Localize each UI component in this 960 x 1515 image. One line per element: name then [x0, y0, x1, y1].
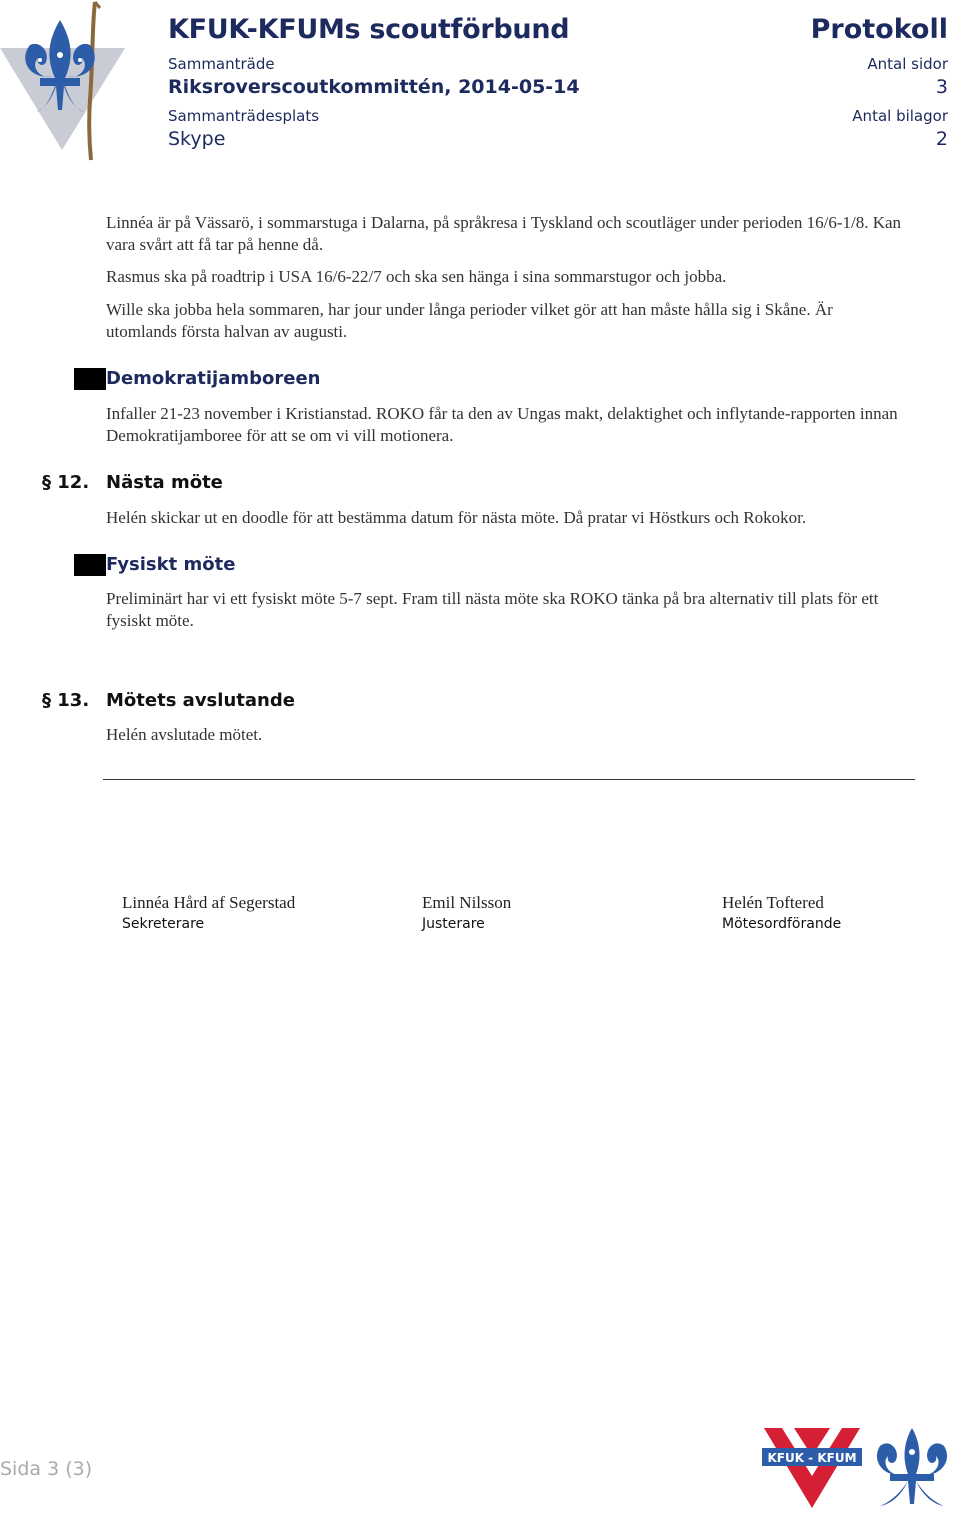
section-13-title: Mötets avslutande: [106, 690, 295, 711]
pages-value: 3: [935, 76, 948, 98]
meeting-label: Sammanträde: [168, 55, 275, 73]
paragraph-wille: Wille ska jobba hela sommaren, har jour under långa perioder vilket gör att han måste hålla sig i Skåne. Är utomlands första halvan av augusti.: [106, 300, 833, 341]
page-number: Sida 3 (3): [0, 1458, 93, 1480]
paragraph-rasmus: Rasmus ska på roadtrip i USA 16/6-22/7 och ska sen hänga i sina sommarstugor och jobba.: [106, 267, 727, 286]
signature-role: Sekreterare: [122, 916, 205, 932]
heading-fysiskt-mote: Fysiskt möte: [106, 554, 236, 575]
section-13-number: § 13.: [42, 690, 90, 711]
scout-lily-emblem: [868, 1424, 956, 1510]
svg-text:KFUK - KFUM: KFUK - KFUM: [767, 1451, 857, 1465]
section-12-number: § 12.: [42, 472, 90, 493]
place-label: Sammanträdesplats: [168, 107, 320, 125]
redaction-block: [74, 554, 106, 576]
paragraph-avslutande: Helén avslutade mötet.: [106, 725, 263, 744]
signature-role: Justerare: [422, 916, 485, 932]
attachments-value: 2: [935, 128, 948, 150]
pages-label: Antal sidor: [867, 55, 948, 73]
signature-name: Emil Nilsson: [422, 893, 512, 912]
signature-line: [103, 779, 915, 780]
signature-name: Helén Toftered: [722, 893, 824, 912]
paragraph-fysiskt-mote: Preliminärt har vi ett fysiskt möte 5-7 sept. Fram till nästa möte ska ROKO tänka på bra alternativ till plats för ett fysiskt möte.: [106, 589, 879, 630]
kfuk-kfum-logo: [762, 1426, 862, 1510]
organization-name: KFUK-KFUMs scoutförbund: [168, 14, 570, 45]
signature-name: Linnéa Hård af Segerstad: [122, 893, 296, 912]
paragraph-nasta-mote: Helén skickar ut en doodle för att bestämma datum för nästa möte. Då pratar vi Höstkurs och Rokokor.: [106, 508, 807, 527]
paragraph-linnea: Linnéa är på Vässarö, i sommarstuga i Dalarna, på språkresa i Tyskland och scoutläger under perioden 16/6-1/8. Kan vara svårt att få tar på henne då.: [106, 213, 902, 254]
redaction-block: [74, 368, 106, 390]
scout-lily-logo: [0, 0, 130, 165]
attachments-label: Antal bilagor: [852, 107, 948, 125]
meeting-value: Riksroverscoutkommittén, 2014-05-14: [168, 76, 580, 98]
place-value: Skype: [168, 128, 226, 150]
section-12-title: Nästa möte: [106, 472, 223, 493]
document-type: Protokoll: [810, 14, 948, 45]
heading-demokratijamboreen: Demokratijamboreen: [106, 368, 321, 389]
signature-role: Mötesordförande: [722, 916, 842, 932]
paragraph-demokratijamboreen: Infaller 21-23 november i Kristianstad. ROKO får ta den av Ungas makt, delaktighet och inflytande-rapporten innan Demokratijamboree för att se om vi vill motionera.: [106, 404, 898, 445]
